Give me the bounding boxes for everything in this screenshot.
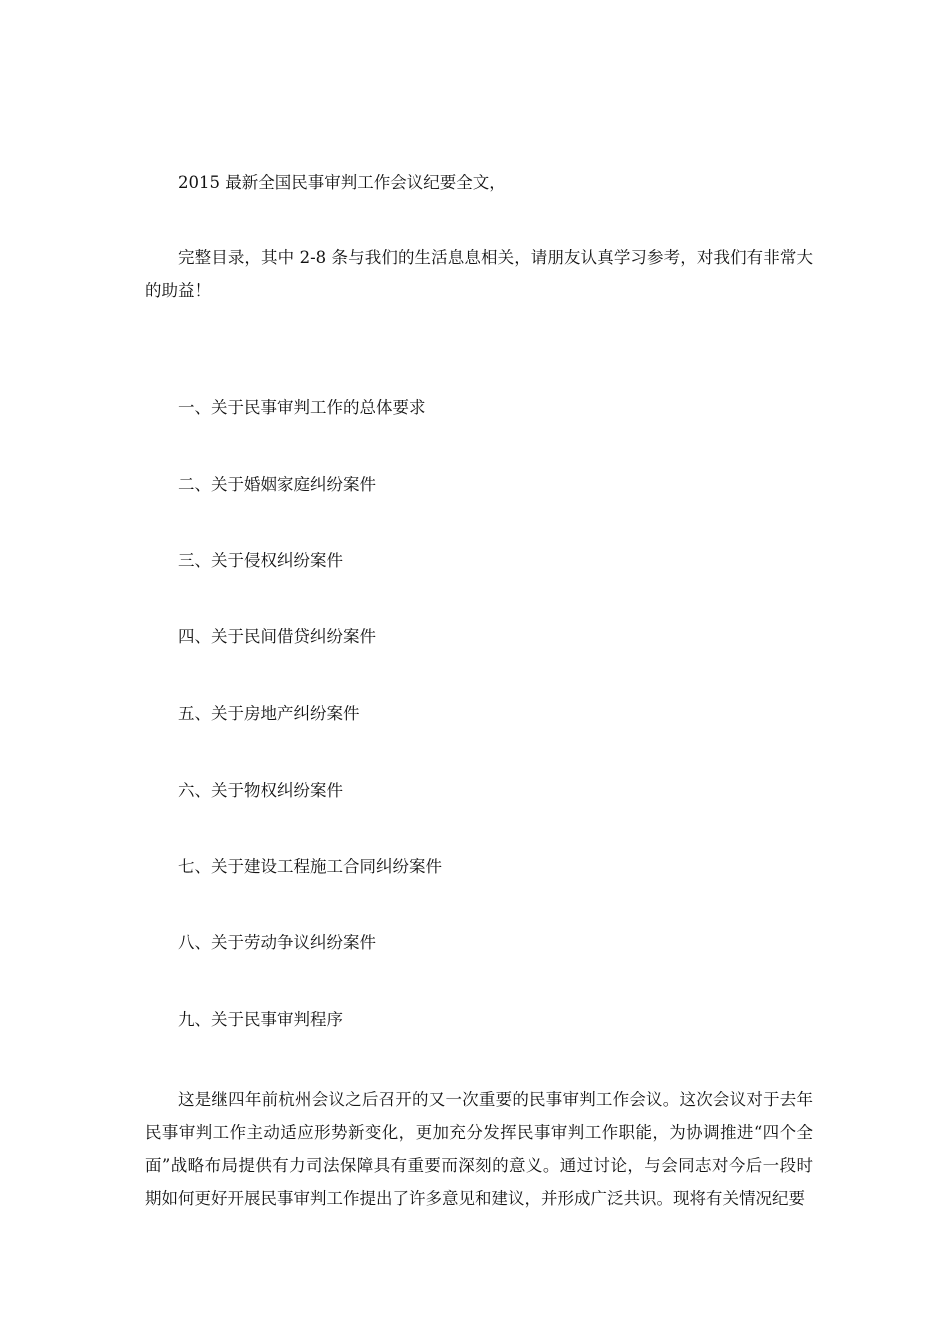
- toc-item: 七、关于建设工程施工合同纠纷案件: [178, 857, 442, 876]
- toc-item: 八、关于劳动争议纠纷案件: [178, 933, 376, 952]
- body-paragraph: 这是继四年前杭州会议之后召开的又一次重要的民事审判工作会议。这次会议对于去年民事审判工作主动适应形势新变化，更加充分发挥民事审判工作职能，为协调推进“四个全面”战略布局提供有力司法保障具有重要而深刻的意义。通过讨论，与会同志对今后一段时期如何更好开展民事审判工作提出了许多意见和建议，并形成广泛共识。现将有关情况纪要: [145, 1090, 813, 1208]
- toc-item: 四、关于民间借贷纠纷案件: [178, 627, 376, 646]
- document-heading-line: 2015 最新全国民事审判工作会议纪要全文，: [178, 173, 506, 192]
- intro-paragraph: 完整目录，其中 2-8 条与我们的生活息息相关，请朋友认真学习参考，对我们有非常大的助益！: [145, 248, 813, 300]
- toc-item: 六、关于物权纠纷案件: [178, 781, 343, 800]
- toc-item: 一、关于民事审判工作的总体要求: [178, 398, 426, 417]
- toc-item: 三、关于侵权纠纷案件: [178, 551, 343, 570]
- toc-item: 五、关于房地产纠纷案件: [178, 704, 360, 723]
- toc-item: 二、关于婚姻家庭纠纷案件: [178, 475, 376, 494]
- toc-item: 九、关于民事审判程序: [178, 1010, 343, 1029]
